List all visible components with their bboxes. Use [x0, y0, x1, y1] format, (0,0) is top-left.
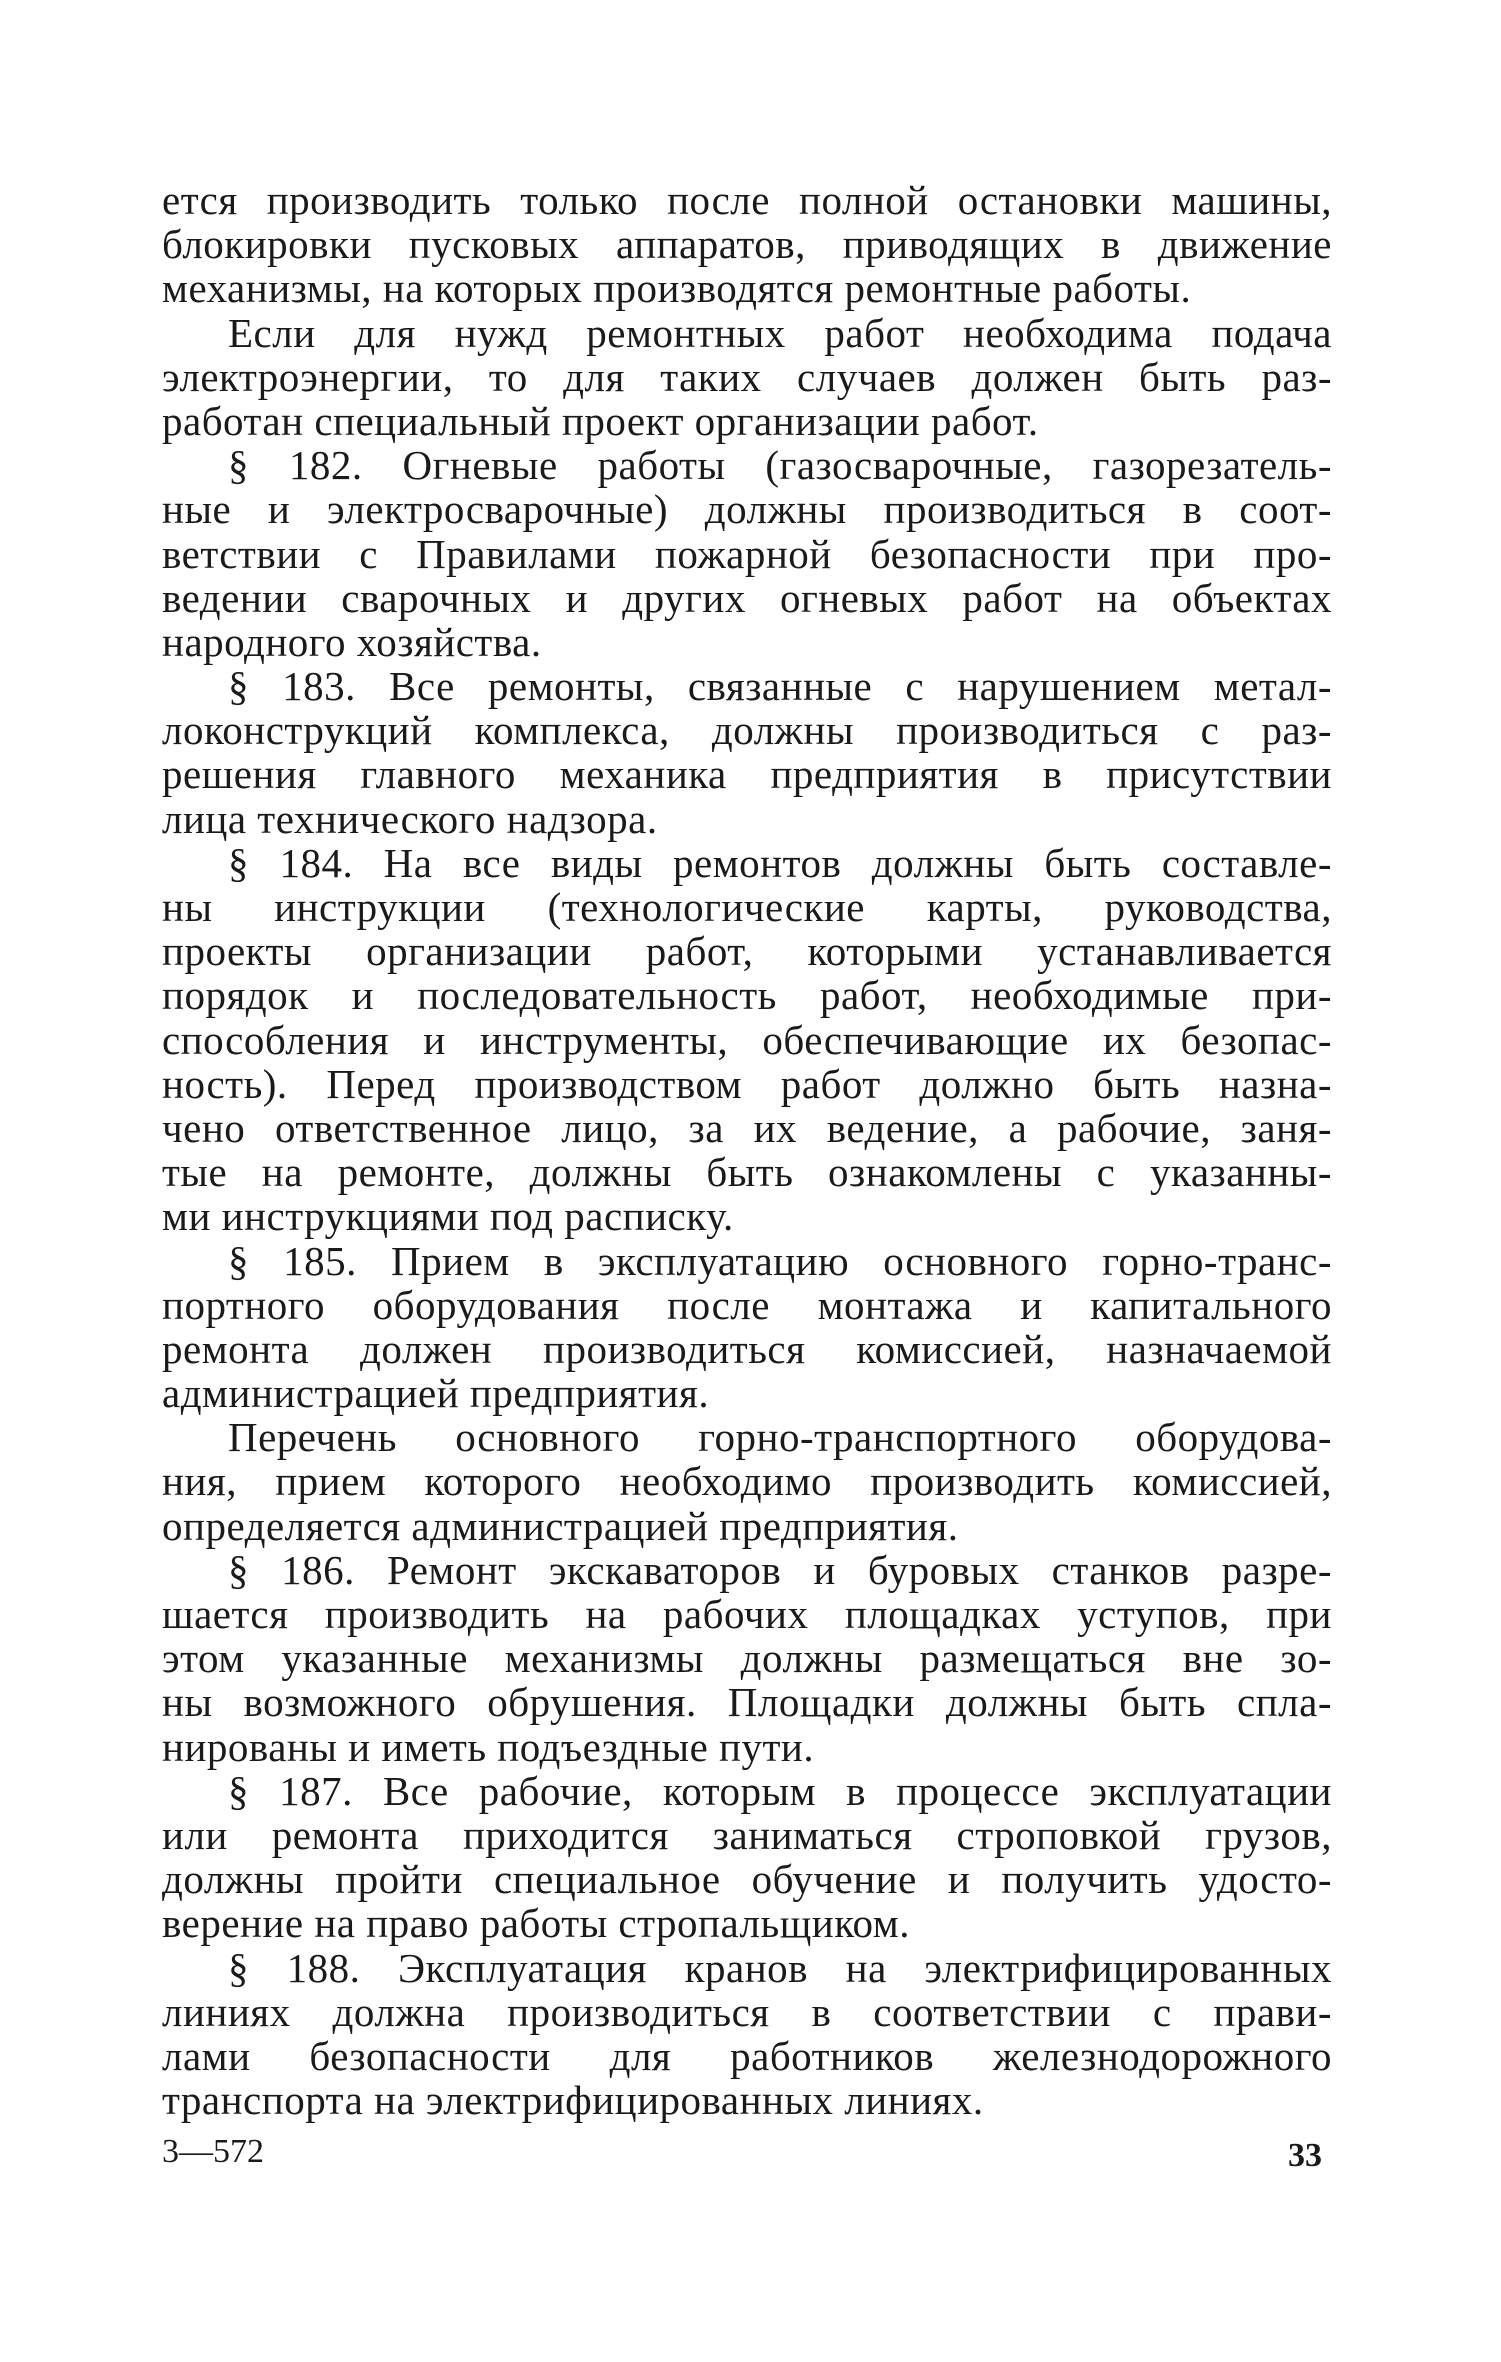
page-footer [162, 2128, 1332, 2176]
text-line: Перечень основного горно-транспортного оборудова- [228, 1414, 1332, 1461]
text-line: лица технического надзора. [162, 795, 658, 842]
paragraph [162, 1415, 1332, 1548]
text-line: § 184. На все виды ремонтов должны быть составле- [228, 839, 1332, 886]
paragraph-section-187 [162, 1769, 1332, 1946]
text-line: народного хозяйства. [162, 618, 542, 665]
text-line: должны пройти специальное обучение и получить удосто- [162, 1856, 1332, 1903]
text-line: § 188. Эксплуатация кранов на электрифицированных [228, 1944, 1332, 1991]
paragraph-section-188 [162, 1946, 1332, 2123]
text-line: § 182. Огневые работы (газосварочные, газорезатель- [228, 442, 1332, 489]
text-line: ветствии с Правилами пожарной безопасности при про- [162, 530, 1332, 577]
text-line: линиях должна производиться в соответствии с прави- [162, 1988, 1332, 2035]
paragraph-section-183 [162, 664, 1332, 841]
text-line: портного оборудования после монтажа и капитального [162, 1281, 1332, 1328]
text-line: § 187. Все рабочие, которым в процессе эксплуатации [228, 1767, 1332, 1814]
text-line: способления и инструменты, обеспечивающие их безопас- [162, 1016, 1332, 1063]
text-line: администрацией предприятия. [162, 1370, 710, 1417]
paragraph [162, 311, 1332, 444]
paragraph-section-182 [162, 443, 1332, 664]
text-line: или ремонта приходится заниматься строповкой грузов, [162, 1811, 1332, 1858]
text-line: блокировки пусковых аппаратов, приводящих в движение [162, 221, 1332, 268]
paragraph-section-185 [162, 1239, 1332, 1416]
text-line: работан специальный проект организации работ. [162, 397, 1039, 444]
text-line: проекты организации работ, которыми устанавливается [162, 928, 1332, 975]
text-line: ния, прием которого необходимо производить комиссией, [162, 1458, 1332, 1505]
text-line: ми инструкциями под расписку. [162, 1193, 734, 1240]
text-line: электроэнергии, то для таких случаев должен быть раз- [162, 353, 1332, 400]
text-line: ны возможного обрушения. Площадки должны быть спла- [162, 1679, 1332, 1726]
page-number: 33 [1288, 2137, 1322, 2174]
paragraph-section-186 [162, 1548, 1332, 1769]
text-line: шается производить на рабочих площадках уступов, при [162, 1591, 1332, 1637]
text-line: порядок и последовательность работ, необходимые при- [162, 972, 1332, 1019]
text-line: определяется администрацией предприятия. [162, 1502, 959, 1549]
text-line: локонструкций комплекса, должны производиться с раз- [162, 707, 1332, 754]
text-line: тые на ремонте, должны быть ознакомлены с указанны- [162, 1149, 1332, 1196]
page-body [162, 178, 1332, 2122]
text-line: этом указанные механизмы должны размещаться вне зо- [162, 1635, 1332, 1682]
text-line: ность). Перед производством работ должно быть назна- [162, 1060, 1332, 1107]
text-line: § 185. Прием в эксплуатацию основного горно-транс- [228, 1237, 1332, 1284]
text-line: ны инструкции (технологические карты, руководства, [162, 884, 1332, 930]
text-line: § 183. Все ремонты, связанные с нарушением метал- [228, 663, 1332, 710]
text-line: Если для нужд ремонтных работ необходима подача [228, 309, 1332, 356]
text-line: лами безопасности для работников железнодорожного [162, 2032, 1332, 2079]
text-line: ется производить только после полной остановки машины, [162, 177, 1332, 223]
paragraph [162, 178, 1332, 311]
text-line: ремонта должен производиться комиссией, назначаемой [162, 1325, 1332, 1372]
text-line: ведении сварочных и других огневых работ на объектах [162, 574, 1332, 621]
text-line: механизмы, на которых производятся ремонтные работы. [162, 265, 1192, 312]
printer-signature: 3—572 [162, 2133, 264, 2170]
text-line: верение на право работы стропальщиком. [162, 1900, 910, 1947]
text-line: § 186. Ремонт экскаваторов и буровых станков разре- [228, 1546, 1332, 1593]
text-line: ные и электросварочные) должны производиться в соот- [162, 486, 1332, 533]
paragraph-section-184 [162, 841, 1332, 1239]
text-line: транспорта на электрифицированных линиях. [162, 2077, 984, 2124]
text-line: решения главного механика предприятия в присутствии [162, 751, 1332, 798]
text-line: нированы и иметь подъездные пути. [162, 1723, 815, 1770]
text-line: чено ответственное лицо, за их ведение, а рабочие, заня- [162, 1104, 1332, 1151]
